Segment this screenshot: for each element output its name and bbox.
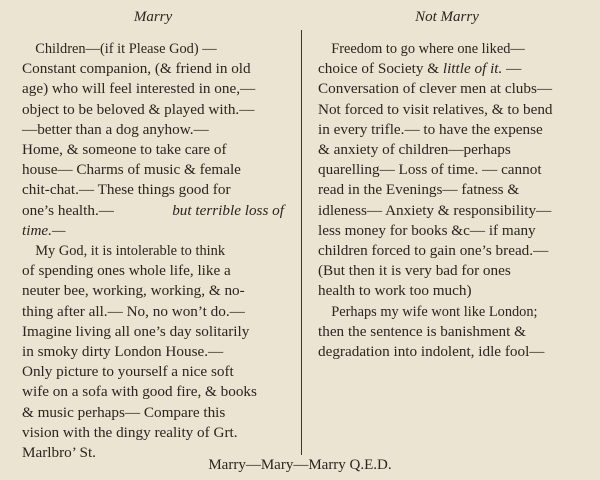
text-line: of spending ones whole life, like a [22, 262, 231, 280]
text-line: less money for books &c— if many [318, 221, 536, 239]
text-line: Marlbro’ St. [22, 444, 96, 462]
text-line: in every trifle.— to have the expense [318, 120, 543, 138]
text-line: Constant companion, (& friend in old [22, 60, 251, 78]
text-line: house— Charms of music & female [22, 161, 241, 179]
text-line: idleness— Anxiety & responsibility— [318, 201, 552, 219]
text-line: then the sentence is banishment & [318, 322, 526, 340]
italic-fragment: little of it. [442, 60, 503, 78]
conclusion-line: Marry—Mary—Marry Q.E.D. [208, 457, 392, 473]
text-line: object to be beloved & played with.— [22, 100, 255, 118]
text-line: children forced to gain one’s bread.— [318, 242, 549, 260]
text-line: degradation into indolent, idle fool— [318, 343, 545, 361]
not-marry-column [318, 8, 576, 362]
not-marry-paragraph-2 [318, 302, 576, 363]
text-line: vision with the dingy reality of Grt. [22, 423, 238, 441]
text-line: & music perhaps— Compare this [22, 403, 226, 421]
text-line [22, 201, 284, 221]
text-line: health to work too much) [318, 282, 472, 300]
column-divider [301, 30, 302, 455]
text-line: chit-chat.— These things good for [22, 181, 231, 199]
text-line: Imagine living all one’s day solitarily [22, 322, 250, 340]
text-line: Only picture to yourself a nice soft [22, 363, 234, 381]
text-line: neuter bee, working, working, & no- [22, 282, 245, 300]
text-line: My God, it is intolerable to think [35, 242, 226, 260]
italic-line: time.— [22, 221, 66, 239]
italic-fragment: but terrible loss of [172, 201, 284, 219]
marry-paragraph-1 [22, 39, 284, 241]
text-line: (But then it is very bad for ones [318, 262, 511, 280]
text-line: wife on a sofa with good fire, & books [22, 383, 257, 401]
text-line: Home, & someone to take care of [22, 141, 227, 159]
text-line: Freedom to go where one liked— [331, 40, 525, 57]
text-fragment: — [506, 60, 522, 78]
text-line: Conversation of clever men at clubs— [318, 80, 553, 98]
text-line: in smoky dirty London House.— [22, 343, 224, 361]
text-line: Perhaps my wife wont like London; [331, 302, 538, 320]
text-fragment: choice of Society & [318, 60, 440, 78]
marry-heading: Marry [133, 9, 173, 25]
text-line: & anxiety of children—perhaps [318, 141, 511, 159]
text-line: Not forced to visit relatives, & to bend [318, 100, 553, 118]
text-line [318, 59, 576, 79]
not-marry-paragraph-1 [318, 39, 576, 302]
not-marry-heading: Not Marry [415, 9, 479, 25]
text-line: read in the Evenings— fatness & [318, 181, 520, 199]
text-line: —better than a dog anyhow.— [22, 120, 209, 138]
text-line: quarelling— Loss of time. — cannot [318, 161, 542, 179]
text-fragment: one’s health.— [22, 201, 114, 219]
marry-paragraph-2 [22, 241, 284, 463]
text-line: thing after all.— No, no won’t do.— [22, 302, 245, 320]
text-line: Children—(if it Please God) — [35, 40, 217, 57]
marry-column [22, 8, 284, 463]
text-line: age) who will feel interested in one,— [22, 80, 256, 98]
